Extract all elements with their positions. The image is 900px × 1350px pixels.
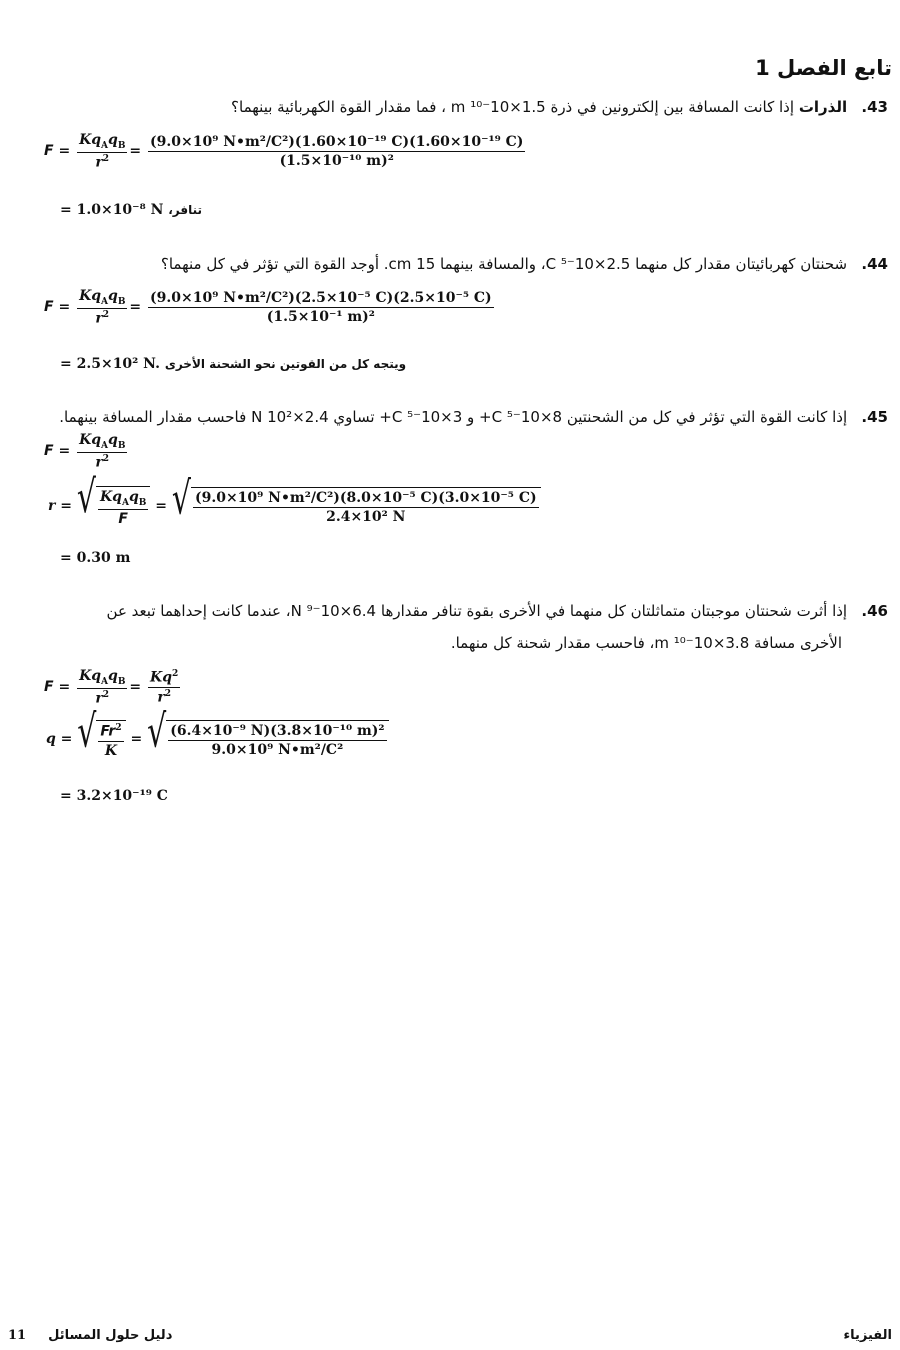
equation-denominator: (1.5×10⁻¹⁰ m)² — [279, 152, 394, 169]
equation-denominator: (1.5×10⁻¹ m)² — [266, 308, 375, 325]
problem-45-statement — [59, 408, 888, 426]
problem-43-result — [60, 202, 202, 218]
problem-45-result — [60, 550, 130, 566]
equation-numerator: (9.0×10⁹ N•m²/C²)(1.60×10⁻¹⁹ C)(1.60×10⁻¹⁹ C) — [150, 133, 524, 150]
equation-numerator: (9.0×10⁹ N•m²/C²)(8.0×10⁻⁵ C)(3.0×10⁻⁵ C) — [194, 490, 537, 507]
footer-left — [8, 1328, 172, 1343]
footer-guide-title: دليل حلول المسائل — [48, 1328, 173, 1343]
result-note: ويتجه كل من القوتين نحو الشحنة الأخرى — [164, 357, 407, 371]
problem-43-equation: F = $\frac{Kq_Aq_B}{r^2}$ = $\frac{\text{(9.0×10⁹ N•m²/C²)(1.60×10⁻¹⁹ C)(1.60×10⁻¹⁹ C)}}{\text{(1.5×10⁻¹⁰ m)²}}$ — [44, 132, 524, 171]
problem-topic: الذرات — [798, 98, 848, 116]
problem-45-formula: F = $\frac{Kq_Aq_B}{r^2}$ — [44, 432, 126, 471]
problem-46-statement — [107, 602, 888, 620]
result-note: تنافر، — [168, 203, 203, 217]
problem-46-formula: F = $\frac{Kq_Aq_B}{r^2}$ = $\frac{Kq^2}{r^2}$ — [44, 668, 179, 707]
problem-46-equation: q = √ $\frac{Fr^2}{K}$ = √ $\frac{\text{(6.4×10⁻⁹ N)(3.8×10⁻¹⁰ m)²}}{\text{9.0×10⁹ N•m²/C²}}$ — [46, 720, 389, 759]
problem-text: إذا أثرت شحنتان موجبتان متماثلتان كل منهما في الأخرى بقوة تنافر مقدارها 6.4×10⁻⁹ N، عندما كانت إحداهما تبعد عن — [106, 602, 848, 620]
result-value: = 2.5×10² N. — [60, 356, 160, 372]
problem-44-result — [60, 356, 406, 372]
equation-numerator: (9.0×10⁹ N•m²/C²)(2.5×10⁻⁵ C)(2.5×10⁻⁵ C) — [150, 289, 492, 306]
result-value: = 0.30 m — [60, 550, 131, 566]
problem-text: إذا كانت القوة التي تؤثر في كل من الشحنتين 8×10⁻⁵ C+ و 3×10⁻⁵ C+ تساوي 2.4×10² N فاحسب مقدار المسافة بينهما. — [59, 408, 848, 426]
problem-text: الأخرى مسافة 3.8×10⁻¹⁰ m، فاحسب مقدار شحنة كل منهما. — [450, 634, 842, 652]
problem-text: شحنتان كهربائيتان مقدار كل منهما 2.5×10⁻⁵ C، والمسافة بينهما 15 cm. أوجد القوة التي تؤثر في كل منهما؟ — [160, 255, 848, 273]
problem-text: إذا كانت المسافة بين إلكترونين في ذرة 1.5×10⁻¹⁰ m ، فما مقدار القوة الكهربائية بينهما؟ — [231, 98, 795, 116]
problem-number: 45. — [861, 408, 888, 426]
problem-45-equation: r = √ $\frac{Kq_Aq_B}{F}$ = √ $\frac{\text{(9.0×10⁹ N•m²/C²)(8.0×10⁻⁵ C)(3.0×10⁻⁵ C)}}{\text{2.4×10² N}}$ — [48, 486, 541, 527]
result-value: = 3.2×10⁻¹⁹ C — [60, 788, 168, 804]
problem-43-statement — [231, 98, 888, 116]
problem-44-statement — [161, 255, 888, 273]
result-value: = 1.0×10⁻⁸ N — [60, 202, 164, 218]
chapter-heading: تابع الفصل 1 — [755, 56, 892, 80]
problem-number: 46. — [861, 602, 888, 620]
problem-number: 44. — [861, 255, 888, 273]
footer-subject: الفيزياء — [843, 1328, 892, 1343]
equation-denominator: 2.4×10² N — [326, 509, 406, 526]
problem-number: 43. — [861, 98, 888, 116]
equation-denominator: 9.0×10⁹ N•m²/C² — [211, 742, 344, 759]
problem-46-statement-cont — [451, 634, 842, 652]
problem-46-result — [60, 788, 168, 804]
problem-44-equation: F = $\frac{Kq_Aq_B}{r^2}$ = $\frac{\text{(9.0×10⁹ N•m²/C²)(2.5×10⁻⁵ C)(2.5×10⁻⁵ C)}}{\text{(1.5×10⁻¹ m)²}}$ — [44, 288, 492, 327]
page-number: 11 — [8, 1328, 27, 1343]
equation-numerator: (6.4×10⁻⁹ N)(3.8×10⁻¹⁰ m)² — [170, 723, 385, 740]
